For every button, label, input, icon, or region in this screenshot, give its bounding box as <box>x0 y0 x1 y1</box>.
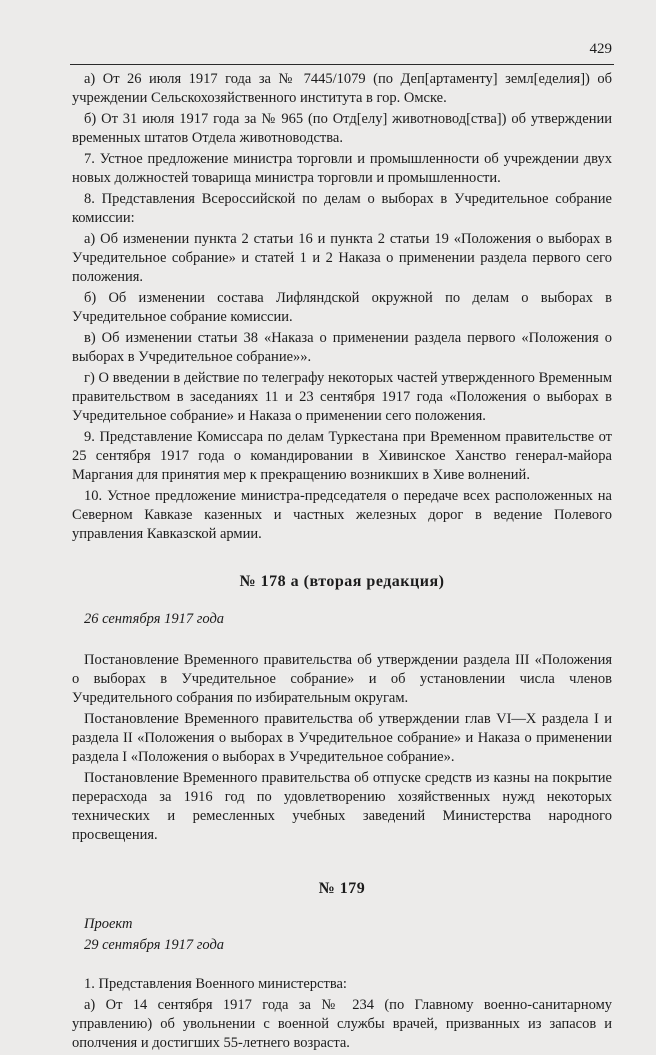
section-179-body <box>72 975 612 1053</box>
section-a-list <box>72 70 612 544</box>
section-heading-179: № 179 <box>318 880 366 897</box>
page-content <box>72 70 612 1055</box>
paragraph: Постановление Временного правительства об утверждении глав VI—X раздела I и раздела II «Положения о выборах в Учредительное собрание» и Наказа о применении раздела I «Положения о выборах в Учредительное собрание». <box>72 711 612 765</box>
section-date-178a: 26 сентября 1917 года <box>84 611 225 627</box>
paragraph: а) От 26 июля 1917 года за № 7445/1079 (по Деп[артаменту] земл[еделия]) об учреждении Сельскохозяйственного института в гор. Омске. <box>72 71 612 106</box>
paragraph: в) Об изменении статьи 38 «Наказа о применении раздела первого «Положения о выборах в Учредительное собрание»». <box>72 330 612 365</box>
paragraph: 8. Представления Всероссийской по делам о выборах в Учредительное собрание комиссии: <box>72 191 612 226</box>
paragraph: 9. Представление Комиссара по делам Туркестана при Временном правительстве от 25 сентября 1917 года о командировании в Хивинское Ханство генерал-майора Маргания для принятия мер к прекращению возникших в Хиве волнений. <box>72 429 612 483</box>
paragraph: а) От 14 сентября 1917 года за № 234 (по Главному военно-санитарному управлению) об увольнении с военной службы врачей, призванных из запасов и ополчения и достигших 55-летнего возраста. <box>72 997 612 1051</box>
page-number: 429 <box>589 41 612 57</box>
section-date-179: 29 сентября 1917 года <box>84 937 225 953</box>
section-178a-body <box>72 651 612 845</box>
paragraph: б) Об изменении состава Лифляндской окружной по делам о выборах в Учредительное собрание комиссии. <box>72 290 612 325</box>
header-rule <box>70 64 614 65</box>
paragraph: Постановление Временного правительства об утверждении раздела III «Положения о выборах в Учредительное собрание» и об установлении числа членов Учредительного собрания по избирательным округам. <box>72 652 612 706</box>
paragraph: 7. Устное предложение министра торговли и промышленности об учреждении двух новых должностей товарища министра торговли и промышленности. <box>72 151 612 186</box>
paragraph: 1. Представления Военного министерства: <box>84 976 347 992</box>
paragraph: а) Об изменении пункта 2 статьи 16 и пункта 2 статьи 19 «Положения о выборах в Учредительное собрание» и статей 1 и 2 Наказа о применении раздела первого сего положения. <box>72 231 612 285</box>
section-heading-178a: № 178 а (вторая редакция) <box>239 573 445 590</box>
paragraph: г) О введении в действие по телеграфу некоторых частей утвержденного Временным правительством в заседаниях 11 и 23 сентября 1917 года «Положения о выборах в Учредительное собрание» и Наказа о применении сего положения. <box>72 370 612 424</box>
paragraph: 10. Устное предложение министра-председателя о передаче всех расположенных на Северном Кавказе казенных и частных железных дорог в ведение Полевого управления Кавказской армии. <box>72 488 612 542</box>
paragraph: б) От 31 июля 1917 года за № 965 (по Отд[елу] животновод[ства]) об утверждении временных штатов Отдела животноводства. <box>72 111 612 146</box>
section-status-179: Проект <box>84 916 133 932</box>
paragraph: Постановление Временного правительства об отпуске средств из казны на покрытие перерасхода за 1916 год по удовлетворению хозяйственных нужд некоторых технических и ремесленных учебных заведений Министерства народного просвещения. <box>72 770 612 843</box>
